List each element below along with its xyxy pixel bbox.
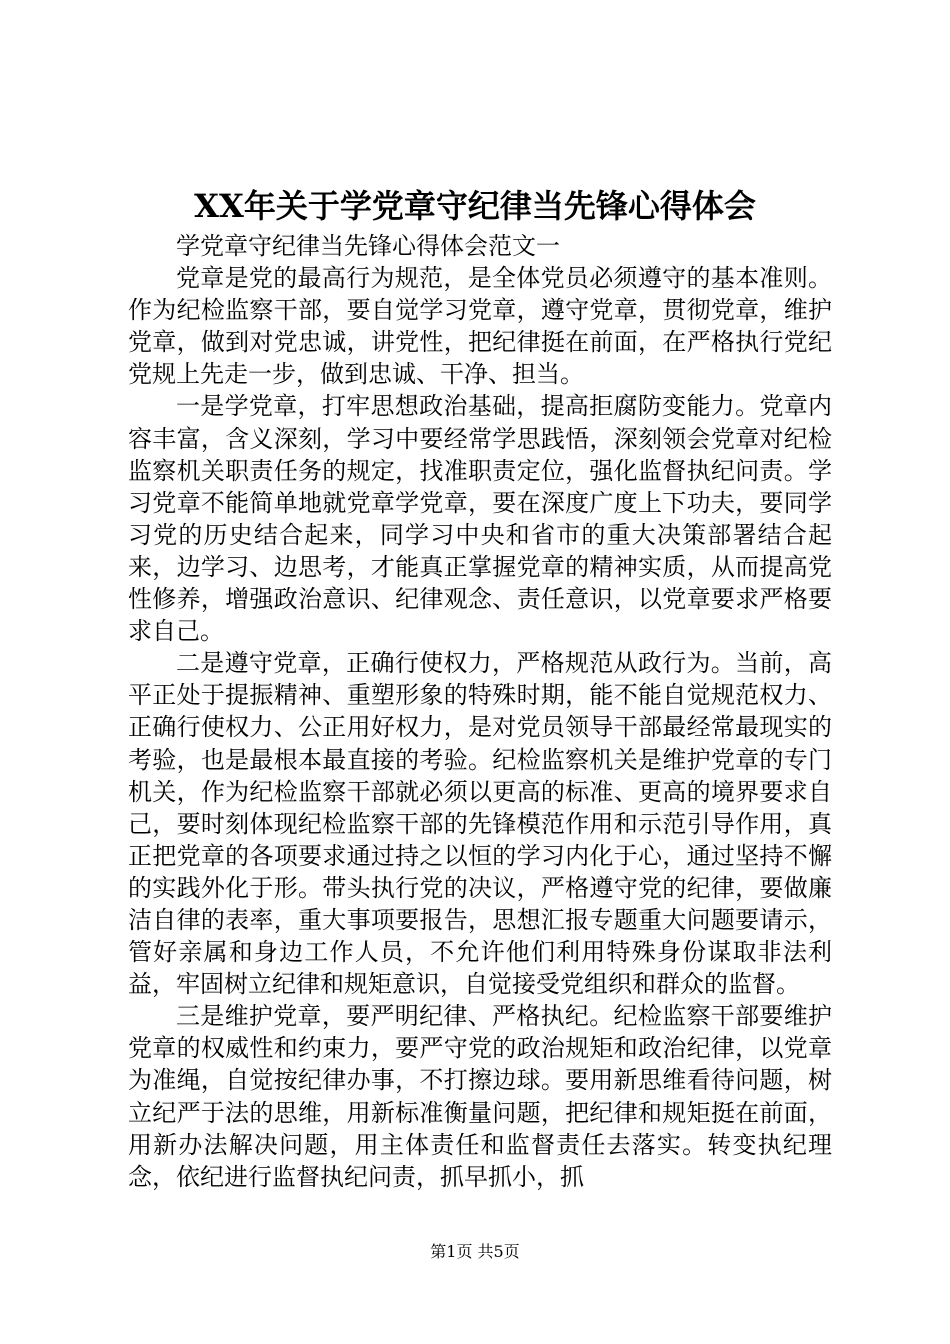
paragraph-point-three: 三是维护党章，要严明纪律、严格执纪。纪检监察干部要维护党章的权威性和约束力，要严守党的政治规矩和政治纪律，以党章为准绳，自觉按纪律办事，不打擦边球。要用新思维看待问题，树立纪严于法的思维，用新标准衡量问题，把纪律和规矩挺在前面，用新办法解决问题，用主体责任和监督责任去落实。转变执纪理念，依纪进行监督执纪问责，抓早抓小，抓 (128, 1002, 832, 1191)
page-footer: 第1页 共5页 (430, 1242, 520, 1261)
document-title: XX年关于学党章守纪律当先锋心得体会 (194, 187, 756, 225)
paragraph-intro: 党章是党的最高行为规范，是全体党员必须遵守的基本准则。作为纪检监察干部，要自觉学习党章，遵守党章，贯彻党章，维护党章，做到对党忠诚，讲党性，把纪律挺在前面，在严格执行党纪党规上先走一步，做到忠诚、干净、担当。 (128, 264, 832, 389)
document-body (128, 230, 832, 1193)
paragraph-point-one: 一是学党章，打牢思想政治基础，提高拒腐防变能力。党章内容丰富，含义深刻，学习中要经常学思践悟，深刻领会党章对纪检监察机关职责任务的规定，找准职责定位，强化监督执纪问责。学习党章不能简单地就党章学党章，要在深度广度上下功夫，要同学习党的历史结合起来，同学习中央和省市的重大决策部署结合起来，边学习、边思考，才能真正掌握党章的精神实质，从而提高党性修养，增强政治意识、纪律观念、责任意识，以党章要求严格要求自己。 (128, 392, 832, 646)
document-subtitle: 学党章守纪律当先锋心得体会范文一 (176, 232, 560, 260)
paragraph-point-two: 二是遵守党章，正确行使权力，严格规范从政行为。当前，高平正处于提振精神、重塑形象的特殊时期，能不能自觉规范权力、正确行使权力、公正用好权力，是对党员领导干部最经常最现实的考验，也是最根本最直接的考验。纪检监察机关是维护党章的专门机关，作为纪检监察干部就必须以更高的标准、更高的境界要求自己，要时刻体现纪检监察干部的先锋模范作用和示范引导作用，真正把党章的各项要求通过持之以恒的学习内化于心，通过坚持不懈的实践外化于形。带头执行党的决议，严格遵守党的纪律，要做廉洁自律的表率，重大事项要报告，思想汇报专题重大问题要请示，管好亲属和身边工作人员，不允许他们利用特殊身份谋取非法利益，牢固树立纪律和规矩意识，自觉接受党组织和群众的监督。 (128, 649, 832, 999)
